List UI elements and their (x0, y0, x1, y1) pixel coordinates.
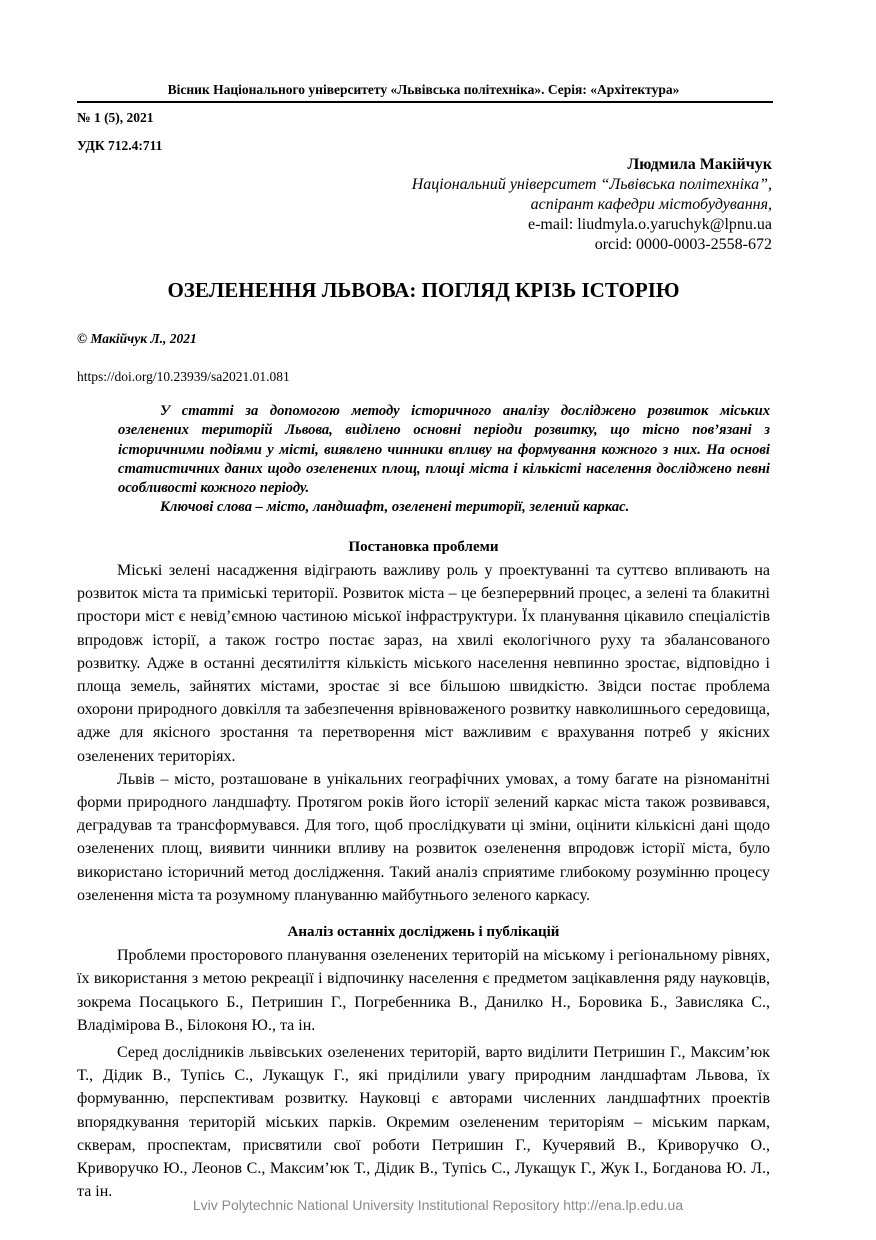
paragraph: Міські зелені насадження відіграють важливу роль у проектуванні та суттєво впливають на розвиток міста та приміські території. Розвиток міста – це безперервний процес, а зелені та блакитні простори міст є невід’ємною частиною міської інфраструктури. Їх планування цікавило спеціалістів впродовж історії, а також гостро постає зараз, на хвилі екологічного руху та збалансованого розвитку. Адже в останні десятиліття кількість міського населення невпинно зростає, відповідно і площа земель, зайнятих містами, зростає зі все більшою швидкістю. Звідси постає проблема охорони природного довкілля та забезпечення врівноваженого розвитку навколишнього середовища, адже для якісного зростання та перетворення міст важливим є врахування потреб у якісних озеленених територіях. (77, 561, 770, 765)
copyright: © Макійчук Л., 2021 (77, 331, 197, 346)
article-title: ОЗЕЛЕНЕННЯ ЛЬВОВА: ПОГЛЯД КРІЗЬ ІСТОРІЮ (167, 278, 680, 302)
author-block (412, 155, 772, 255)
abstract (118, 402, 770, 518)
paragraph: Серед дослідників львівських озеленених територій, варто виділити Петришин Г., Максим’юк Т., Дідик В., Тупісь С., Лукащук Г., які приділили увагу природним ландшафтам Львова, їх формуванню, перспективам розвитку. Науковці є авторами численних ландшафтних проектів впорядкування територій міських парків. Окремим озелененим територіям – міським паркам, скверам, проспектам, присвятили свої роботи Петришин Г., Кучерявий В., Криворучко О., Криворучко Ю., Леонов С., Максим’юк Т., Дідик В., Тупісь С., Лукащук Г., Жук І., Богданова Ю. Л., та ін. (77, 1044, 770, 1201)
section-literature (77, 921, 770, 1203)
author-name: Людмила Макійчук (627, 156, 772, 173)
author-email[interactable]: e-mail: liudmyla.o.yaruchyk@lpnu.ua (527, 216, 772, 233)
section-problem (77, 536, 770, 907)
author-orcid: orcid: 0000-0003-2558-672 (594, 236, 772, 253)
section-heading: Постановка проблеми (348, 538, 499, 555)
journal-header: Вісник Національного університету «Львівська політехніка». Серія: «Архітектура» (167, 82, 680, 97)
paragraph: Львів – місто, розташоване в унікальних географічних умовах, а тому багате на різноманітні форми природного ландшафту. Протягом років його історії зелений каркас міста також розвивався, деградував та трансформувався. Для того, щоб прослідкувати ці зміни, оцінити кількісні дані щодо озеленених площ, виявити чинники впливу на розвиток озеленення впродовж історії міста, було використано історичний метод дослідження. Такий аналіз сприятиме глибокому розумінню процесу озеленення міста та розумному плануванню майбутнього зеленого каркасу. (77, 770, 770, 904)
author-position: аспірант кафедри містобудування, (530, 196, 772, 213)
article-content (77, 402, 770, 1203)
section-heading: Аналіз останніх досліджень і публікацій (287, 924, 560, 941)
keywords: Ключові слова – місто, ландшафт, озеленені території, зелений каркас. (160, 499, 630, 516)
abstract-text: У статті за допомогою методу історичного аналізу досліджено розвиток міських озеленених територій Львова, виділено основні періоди розвитку, що тісно пов’язані з історичними подіями у місті, виявлено чинники впливу на формування кожного з них. На основі статистичних даних щодо озеленених площ, площі міста і кількісті населення досліджено певні особливості кожного періоду. (118, 403, 770, 497)
paragraph: Проблеми просторового планування озеленених територій на міському і регіональному рівнях, їх використання з метою рекреації і відпочинку населення є предметом зацікавлення ряду науковців, зокрема Посацького Б., Петришин Г., Погребенника В., Данилко Н., Боровика Б., Зависляка С., Владімірова В., Білоконя Ю., та ін. (77, 947, 770, 1034)
author-affiliation: Національний університет “Львівська політехніка”, (411, 176, 772, 193)
udk-code: УДК 712.4:711 (77, 138, 163, 153)
repository-footer: Lviv Polytechnic National University Institutional Repository http://ena.lp.edu.ua (192, 1197, 684, 1213)
header-rule (77, 101, 773, 103)
issue-number: № 1 (5), 2021 (77, 110, 154, 125)
doi-link[interactable]: https://doi.org/10.23939/sa2021.01.081 (77, 369, 290, 384)
